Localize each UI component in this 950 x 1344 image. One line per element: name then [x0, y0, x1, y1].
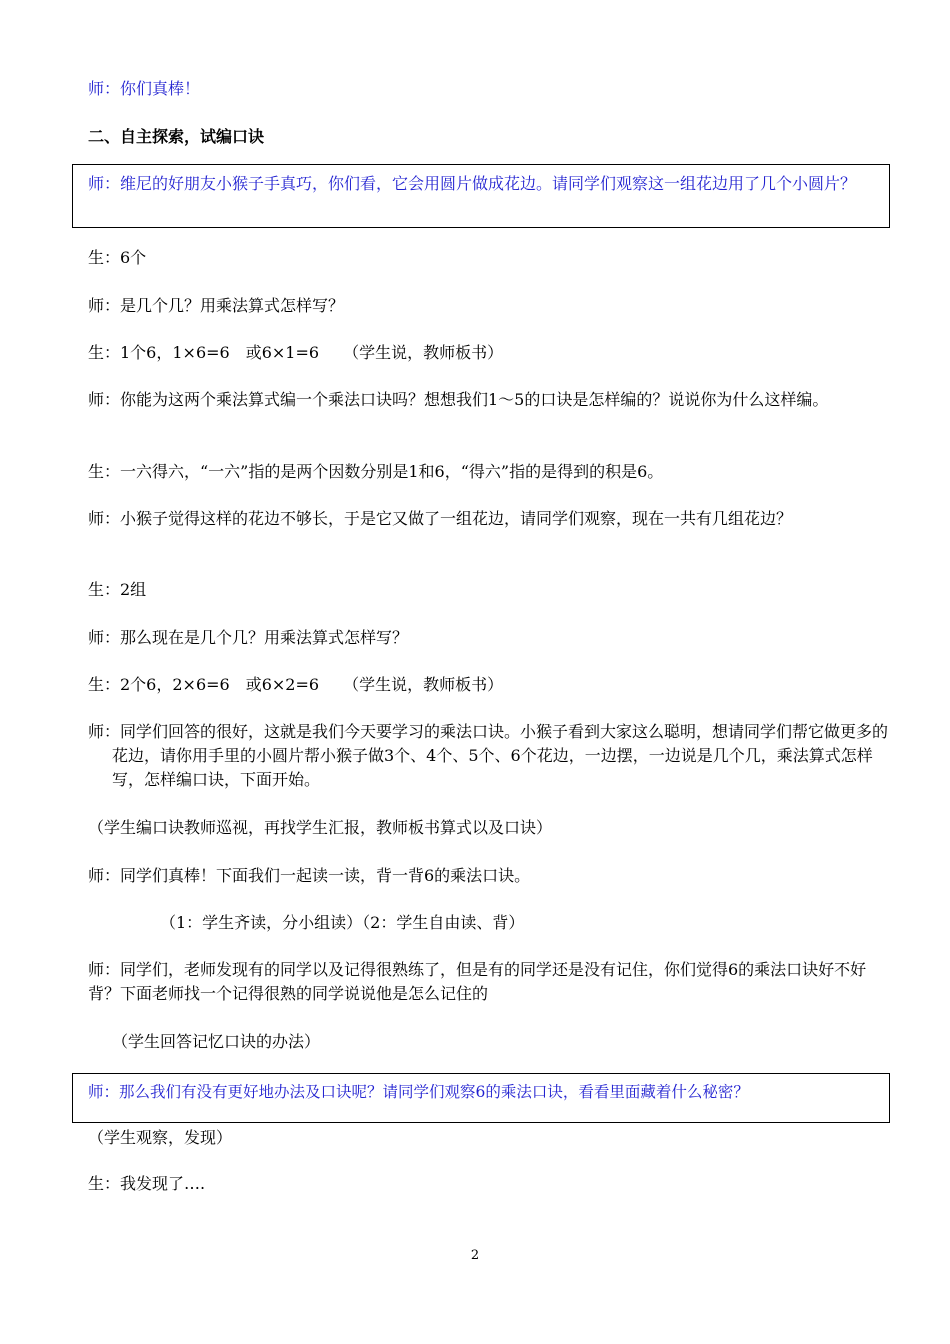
teacher-line: 师：那么我们有没有更好地办法及口诀呢？请同学们观察6的乘法口诀，看看里面藏着什么秘密？ — [88, 1083, 749, 1101]
teacher-line: 师：那么现在是几个几？用乘法算式怎样写？ — [88, 628, 409, 647]
note-line: （学生回答记忆口诀的办法） — [112, 1032, 321, 1051]
teacher-line: 师：同学们回答的很好，这就是我们今天要学习的乘法口诀。小猴子看到大家这么聪明，想请同学们帮它做更多的花边，请你用手里的小圆片帮小猴子做3个、4个、5个、6个花边，一边摆，一边说是几个几，乘法算式怎样写，怎样编口诀，下面开始。 — [88, 722, 889, 789]
student-line: 生：2个6，2×6=6 或6×2=6 （学生说，教师板书） — [88, 675, 504, 694]
teacher-line: 师：是几个几？用乘法算式怎样写？ — [88, 296, 345, 315]
note-line: （1：学生齐读，分小组读）（2：学生自由读、背） — [160, 913, 525, 932]
teacher-line: 师：同学们真棒！下面我们一起读一读，背一背6的乘法口诀。 — [88, 866, 531, 885]
section-heading: 二、自主探索，试编口诀 — [88, 127, 265, 146]
teacher-line: 师：你能为这两个乘法算式编一个乘法口诀吗？想想我们1～5的口诀是怎样编的？说说你为什么这样编。 — [88, 390, 829, 409]
page-number: 2 — [470, 1248, 480, 1263]
student-line: 生：6个 — [88, 248, 147, 267]
student-line: 生：1个6，1×6=6 或6×1=6 （学生说，教师板书） — [88, 343, 504, 362]
student-line: 生：我发现了…. — [88, 1174, 206, 1193]
note-line: （学生编口诀教师巡视，再找学生汇报，教师板书算式以及口诀） — [88, 818, 553, 837]
teacher-line: 师：同学们，老师发现有的同学以及记得很熟练了，但是有的同学还是没有记住，你们觉得6的乘法口诀好不好背？下面老师找一个记得很熟的同学说说他是怎么记住的 — [88, 960, 867, 1003]
student-line: 生：一六得六，“一六”指的是两个因数分别是1和6，“得六”指的是得到的积是6。 — [88, 462, 664, 481]
teacher-line: 师：维尼的好朋友小猴子手真巧，你们看，它会用圆片做成花边。请同学们观察这一组花边用了几个小圆片？ — [88, 174, 857, 193]
teacher-line: 师：小猴子觉得这样的花边不够长，于是它又做了一组花边，请同学们观察，现在一共有几组花边？ — [88, 509, 793, 528]
note-line: （学生观察，发现） — [88, 1128, 233, 1147]
teacher-line: 师：你们真棒！ — [88, 79, 201, 98]
student-line: 生：2组 — [88, 580, 147, 599]
